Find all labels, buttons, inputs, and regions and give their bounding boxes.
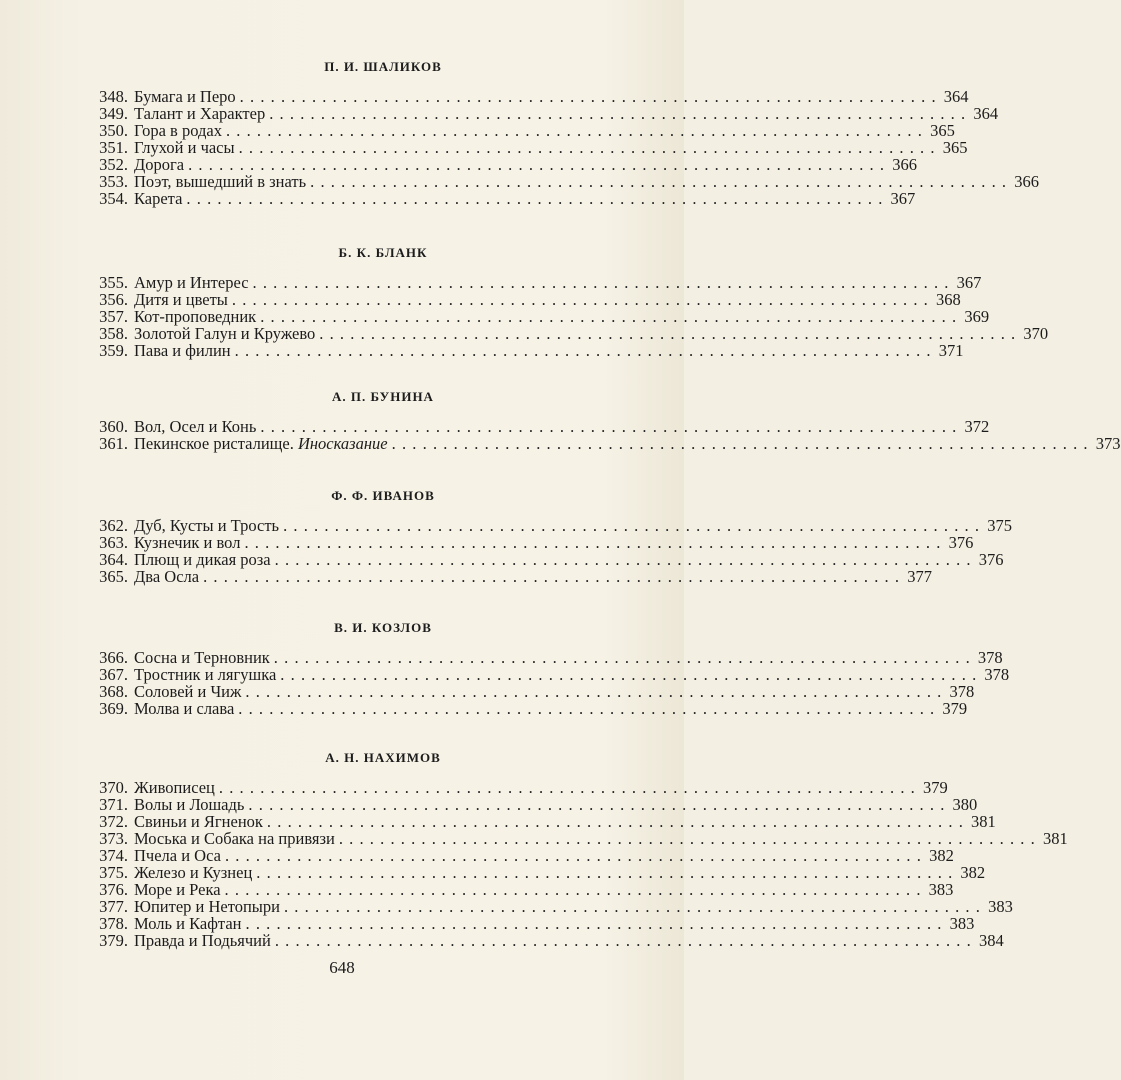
entry-page: 369 (964, 307, 990, 326)
dot-leader: .................................................................... (283, 897, 987, 916)
toc-entry (88, 846, 954, 865)
toc-entry (88, 533, 974, 552)
toc-entry (88, 121, 955, 140)
entry-number: 369. (99, 699, 128, 718)
toc-entry (88, 795, 978, 814)
dot-leader: .................................................................... (234, 341, 937, 360)
toc-entry (88, 914, 975, 933)
entry-number: 370. (99, 778, 128, 797)
dot-leader: .................................................................... (238, 138, 941, 157)
entry-page: 377 (907, 567, 932, 586)
entry-list (88, 87, 1039, 208)
entry-number: 363. (99, 533, 128, 552)
entry-title: Глухой и часы (134, 138, 235, 157)
entry-title: Юпитер и Нетопыри (134, 897, 280, 916)
entry-page: 379 (942, 699, 968, 718)
entry-title: Дитя и цветы (134, 290, 228, 309)
entry-title: Живописец (134, 778, 215, 797)
entry-title: Моль и Кафтан (134, 914, 242, 933)
entry-title: Вол, Осел и Конь (134, 417, 257, 436)
entry-title: Волы и Лошадь (134, 795, 245, 814)
toc-entry (88, 273, 982, 292)
toc-entry (88, 324, 1049, 343)
entry-number: 350. (99, 121, 128, 140)
entry-page: 383 (949, 914, 975, 933)
toc-entry (88, 812, 996, 831)
dot-leader: .................................................................... (186, 189, 889, 208)
entry-title: Железо и Кузнец (134, 863, 253, 882)
dot-leader: .................................................................... (273, 648, 976, 667)
entry-number: 376. (99, 880, 128, 899)
dot-leader: .................................................................... (274, 931, 977, 950)
entry-number: 374. (99, 846, 128, 865)
toc-entry (88, 880, 954, 899)
toc-entry (88, 665, 1010, 684)
toc-entry (88, 189, 916, 208)
entry-page: 366 (892, 155, 917, 174)
entry-list (88, 778, 1068, 950)
entry-title-text: Пекинское ристалище. (134, 434, 294, 453)
entry-number: 375. (99, 863, 128, 882)
toc-entry (88, 307, 990, 326)
dot-leader: .................................................................... (274, 550, 977, 569)
entry-list (88, 516, 1012, 586)
entry-page: 381 (971, 812, 996, 831)
entry-title: Свиньи и Ягненок (134, 812, 263, 831)
toc-entry (88, 931, 1004, 950)
toc-entry (88, 778, 948, 797)
dot-leader: .................................................................... (238, 699, 941, 718)
entry-title: Молва и слава (134, 699, 235, 718)
toc-entry (88, 516, 1012, 535)
entry-page: 373 (1095, 434, 1121, 453)
toc-entry (88, 550, 1004, 569)
toc-entry (88, 682, 975, 701)
toc-entry (88, 434, 1121, 453)
entry-title: Дорога (134, 155, 185, 174)
entry-page: 378 (977, 648, 1003, 667)
entry-page: 365 (930, 121, 955, 140)
entry-title: Тростник и лягушка (134, 665, 277, 684)
entry-page: 382 (929, 846, 954, 865)
toc-entry (88, 87, 969, 106)
section-ivanov (88, 487, 1012, 586)
entry-title: Соловей и Чиж (134, 682, 242, 701)
entry-title: Поэт, вышедший в знать (134, 172, 307, 191)
entry-page: 383 (928, 880, 954, 899)
entry-page: 375 (987, 516, 1012, 535)
toc-entry (88, 699, 968, 718)
entry-number: 368. (99, 682, 128, 701)
dot-leader: .................................................................... (260, 307, 963, 326)
entry-number: 367. (99, 665, 128, 684)
entry-page: 382 (960, 863, 986, 882)
dot-leader: .................................................................... (260, 417, 963, 436)
entry-title: Бумага и Перо (134, 87, 236, 106)
section-kozlov (88, 619, 1010, 718)
entry-page: 364 (973, 104, 999, 123)
dot-leader: .................................................................... (391, 434, 1094, 453)
entry-number: 373. (99, 829, 128, 848)
entry-page: 378 (949, 682, 975, 701)
entry-title: Золотой Галун и Кружево (134, 324, 316, 343)
dot-leader: .................................................................... (244, 533, 947, 552)
entry-page: 364 (943, 87, 969, 106)
entry-page: 366 (1014, 172, 1039, 191)
entry-number: 366. (99, 648, 128, 667)
entry-number: 378. (99, 914, 128, 933)
dot-leader: .................................................................... (252, 273, 955, 292)
entry-title: Сосна и Терновник (134, 648, 270, 667)
toc-entry (88, 863, 986, 882)
section-blank (88, 244, 1049, 360)
entry-list (88, 417, 1121, 453)
entry-title-italic: Иносказание (297, 434, 388, 453)
dot-leader: .................................................................... (283, 516, 986, 535)
section-nakhimov (88, 749, 1068, 950)
toc-entry (88, 648, 1003, 667)
entry-number: 352. (99, 155, 128, 174)
toc-entry (88, 341, 964, 360)
entry-number: 377. (99, 897, 128, 916)
entry-title: Кузнечик и вол (134, 533, 241, 552)
entry-page: 379 (923, 778, 948, 797)
entry-number: 361. (99, 434, 128, 453)
dot-leader: .................................................................... (256, 863, 959, 882)
entry-page: 384 (978, 931, 1004, 950)
dot-leader: .................................................................... (319, 324, 1022, 343)
toc-entry (88, 172, 1039, 191)
entry-number: 365. (99, 567, 128, 586)
entry-title: Гора в родах (134, 121, 222, 140)
dot-leader: .................................................................... (266, 812, 970, 831)
author-heading: Б. К. БЛАНК (338, 245, 428, 260)
entry-page: 371 (938, 341, 964, 360)
author-heading: А. Н. НАХИМОВ (325, 750, 441, 765)
dot-leader: .................................................................... (269, 104, 972, 123)
entry-number: 379. (99, 931, 128, 950)
entry-number: 371. (99, 795, 128, 814)
entry-page: 367 (890, 189, 916, 208)
author-heading: В. И. КОЗЛОВ (334, 620, 432, 635)
author-heading: Ф. Ф. ИВАНОВ (331, 488, 435, 503)
entry-page: 378 (984, 665, 1010, 684)
entry-title: Дуб, Кусты и Трость (134, 516, 280, 535)
toc-entry (88, 829, 1068, 848)
dot-leader: .................................................................... (225, 121, 929, 140)
entry-title: Пчела и Оса (134, 846, 221, 865)
entry-number: 364. (99, 550, 128, 569)
entry-number: 351. (99, 138, 128, 157)
dot-leader: .................................................................... (338, 829, 1041, 848)
entry-page: 367 (956, 273, 982, 292)
section-bunina (88, 388, 1121, 453)
entry-page: 368 (936, 290, 961, 309)
entry-title: Два Осла (134, 567, 200, 586)
entry-number: 348. (99, 87, 128, 106)
dot-leader: .................................................................... (224, 846, 928, 865)
entry-title: Правда и Подьячий (134, 931, 271, 950)
dot-leader: .................................................................... (203, 567, 906, 586)
toc-entry (88, 155, 917, 174)
entry-number: 353. (99, 172, 128, 191)
entry-title: Талант и Характер (134, 104, 266, 123)
entry-number: 354. (99, 189, 128, 208)
entry-title (134, 435, 388, 452)
toc-entry (88, 138, 968, 157)
dot-leader: .................................................................... (231, 290, 935, 309)
entry-list (88, 273, 1049, 360)
entry-number: 358. (99, 324, 128, 343)
entry-title: Амур и Интерес (134, 273, 249, 292)
entry-list (88, 648, 1010, 718)
entry-page: 365 (942, 138, 968, 157)
author-heading: П. И. ШАЛИКОВ (324, 59, 442, 74)
entry-page: 383 (988, 897, 1013, 916)
toc-entry (88, 104, 999, 123)
entry-number: 356. (99, 290, 128, 309)
entry-page: 376 (978, 550, 1004, 569)
dot-leader: .................................................................... (280, 665, 983, 684)
entry-number: 360. (99, 417, 128, 436)
dot-leader: .................................................................... (224, 880, 927, 899)
toc-entry (88, 417, 990, 436)
dot-leader: .................................................................... (248, 795, 951, 814)
entry-page: 381 (1042, 829, 1068, 848)
entry-number: 359. (99, 341, 128, 360)
entry-title: Море и Река (134, 880, 221, 899)
entry-number: 372. (99, 812, 128, 831)
dot-leader: .................................................................... (245, 914, 948, 933)
entry-number: 357. (99, 307, 128, 326)
entry-page: 380 (952, 795, 978, 814)
entry-page: 376 (948, 533, 974, 552)
dot-leader: .................................................................... (188, 155, 891, 174)
entry-title: Кот-проповедник (134, 307, 257, 326)
entry-title: Моська и Собака на привязи (134, 829, 335, 848)
entry-title: Пава и филин (134, 341, 231, 360)
dot-leader: .................................................................... (239, 87, 942, 106)
dot-leader: .................................................................... (218, 778, 921, 797)
toc-entry (88, 567, 932, 586)
dot-leader: .................................................................... (310, 172, 1013, 191)
dot-leader: .................................................................... (245, 682, 948, 701)
page-number: 648 (329, 958, 355, 977)
author-heading: А. П. БУНИНА (332, 389, 434, 404)
entry-title: Карета (134, 189, 183, 208)
toc-entry (88, 897, 1013, 916)
section-shalikov (88, 58, 1039, 208)
entry-page: 370 (1023, 324, 1049, 343)
entry-number: 355. (99, 273, 128, 292)
entry-title: Плющ и дикая роза (134, 550, 271, 569)
toc-entry (88, 290, 961, 309)
entry-number: 349. (99, 104, 128, 123)
entry-page: 372 (964, 417, 990, 436)
entry-number: 362. (99, 516, 128, 535)
